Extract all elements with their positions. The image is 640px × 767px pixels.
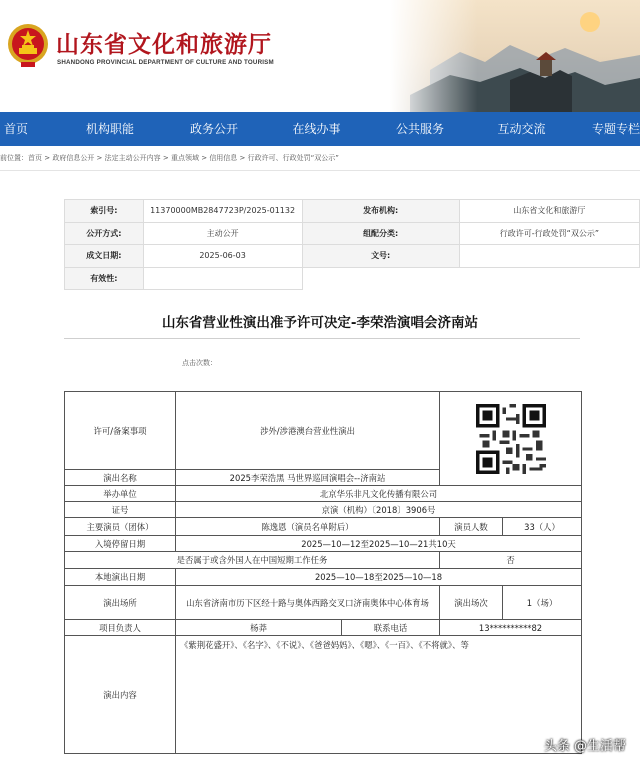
breadcrumb xyxy=(0,150,640,166)
site-header xyxy=(0,0,640,112)
cert-label: 证号 xyxy=(65,502,176,518)
local-date-label: 本地演出日期 xyxy=(65,569,176,586)
category-value: 行政许可-行政处罚“双公示” xyxy=(459,222,639,245)
foreign-task-label: 是否属于或含外国人在中国短期工作任务 xyxy=(65,552,440,569)
index-value: 11370000MB2847723P/2025-01132 xyxy=(143,200,302,223)
venue-label: 演出场所 xyxy=(65,586,176,620)
header-scenery-image xyxy=(390,0,640,112)
local-date-value: 2025—10—18至2025—10—18 xyxy=(176,569,582,586)
agency-value: 山东省文化和旅游厅 xyxy=(459,200,639,223)
manager-label: 项目负责人 xyxy=(65,620,176,636)
foreign-task-value: 否 xyxy=(440,552,582,569)
index-label: 索引号: xyxy=(65,200,144,223)
nav-government-affairs[interactable]: 政务公开 xyxy=(189,122,238,136)
performer-count-label: 演员人数 xyxy=(440,518,503,536)
nav-special-topics[interactable]: 专题专栏 xyxy=(591,122,640,136)
organizer-label: 举办单位 xyxy=(65,486,176,502)
nav-home[interactable]: 首页 xyxy=(4,122,29,136)
name-label: 演出名称 xyxy=(65,470,176,486)
content-value: 《紫荆花盛开》、《名字》、《不说》、《爸爸妈妈》、《嗯》、《一百》、《不将就》、等 xyxy=(176,636,582,754)
national-emblem-icon xyxy=(6,22,50,70)
document-meta-table xyxy=(64,199,640,290)
nav-public-services[interactable]: 公共服务 xyxy=(395,122,444,136)
content-label: 演出内容 xyxy=(65,636,176,754)
shows-value: 1（场） xyxy=(503,586,582,620)
nav-online-services[interactable]: 在线办事 xyxy=(292,122,341,136)
docno-value xyxy=(459,245,639,268)
date-label: 成文日期: xyxy=(65,245,144,268)
organizer-value: 北京华乐非凡文化传播有限公司 xyxy=(176,486,582,502)
breadcrumb-credit-info[interactable]: 信用信息 xyxy=(209,154,238,162)
breadcrumb-separator: > xyxy=(42,154,53,162)
nav-interaction[interactable]: 互动交流 xyxy=(497,122,546,136)
breadcrumb-separator: > xyxy=(94,154,105,162)
breadcrumb-separator: > xyxy=(237,154,248,162)
cert-value: 京演（机构）〔2018〕3906号 xyxy=(176,502,582,518)
qr-code-icon[interactable] xyxy=(476,404,546,474)
category-label: 组配分类: xyxy=(302,222,459,245)
name-value: 2025李荣浩黑 马世界巡回演唱会--济南站 xyxy=(176,470,440,486)
performer-label: 主要演员（团体） xyxy=(65,518,176,536)
title-divider xyxy=(64,338,580,339)
date-value: 2025-06-03 xyxy=(143,245,302,268)
breadcrumb-key-areas[interactable]: 重点领域 xyxy=(170,154,199,162)
shows-label: 演出场次 xyxy=(440,586,503,620)
stay-value: 2025—10—12至2025—10—21共10天 xyxy=(176,536,582,552)
performer-count-value: 33（人） xyxy=(503,518,582,536)
document-title: 山东省营业性演出准予许可决定-李荣浩演唱会济南站 xyxy=(161,315,479,331)
phone-value: 13**********82 xyxy=(440,620,582,636)
mode-label: 公开方式: xyxy=(65,222,144,245)
agency-label: 发布机构: xyxy=(302,200,459,223)
breadcrumb-separator: > xyxy=(160,154,171,162)
qr-cell xyxy=(440,392,582,486)
permit-label: 许可/备案事项 xyxy=(65,392,176,470)
phone-label: 联系电话 xyxy=(342,620,440,636)
breadcrumb-divider xyxy=(0,170,640,171)
nav-functions[interactable]: 机构职能 xyxy=(85,122,134,136)
venue-value: 山东省济南市历下区经十路与奥体西路交叉口济南奥体中心体育场 xyxy=(176,586,440,620)
click-count: 点击次数： xyxy=(182,359,217,367)
permit-value: 涉外/涉港澳台营业性演出 xyxy=(176,392,440,470)
site-subtitle: SHANDONG PROVINCIAL DEPARTMENT OF CULTURE AND TOURISM xyxy=(57,59,274,66)
watermark: 头条 @生活帮 xyxy=(543,739,626,754)
validity-label: 有效性: xyxy=(65,267,144,290)
breadcrumb-home[interactable]: 首页 xyxy=(28,154,42,162)
breadcrumb-statutory[interactable]: 法定主动公开内容 xyxy=(104,154,161,162)
docno-label: 文号: xyxy=(302,245,459,268)
meta-empty-cell xyxy=(302,267,459,290)
breadcrumb-separator: > xyxy=(198,154,210,162)
site-title[interactable]: 山东省文化和旅游厅 xyxy=(56,32,272,58)
breadcrumb-double-publicity[interactable]: 行政许可、行政处罚“双公示” xyxy=(247,154,339,162)
breadcrumb-prefix: 前位置： xyxy=(0,154,28,162)
permit-decision-table xyxy=(64,391,582,754)
stay-label: 入境停留日期 xyxy=(65,536,176,552)
main-nav xyxy=(0,112,640,146)
performer-value: 陈逸恩（演员名单附后） xyxy=(176,518,440,536)
validity-value xyxy=(143,267,302,290)
manager-value: 杨莽 xyxy=(176,620,342,636)
meta-empty-cell xyxy=(459,267,639,290)
mode-value: 主动公开 xyxy=(143,222,302,245)
breadcrumb-gov-info[interactable]: 政府信息公开 xyxy=(52,154,95,162)
